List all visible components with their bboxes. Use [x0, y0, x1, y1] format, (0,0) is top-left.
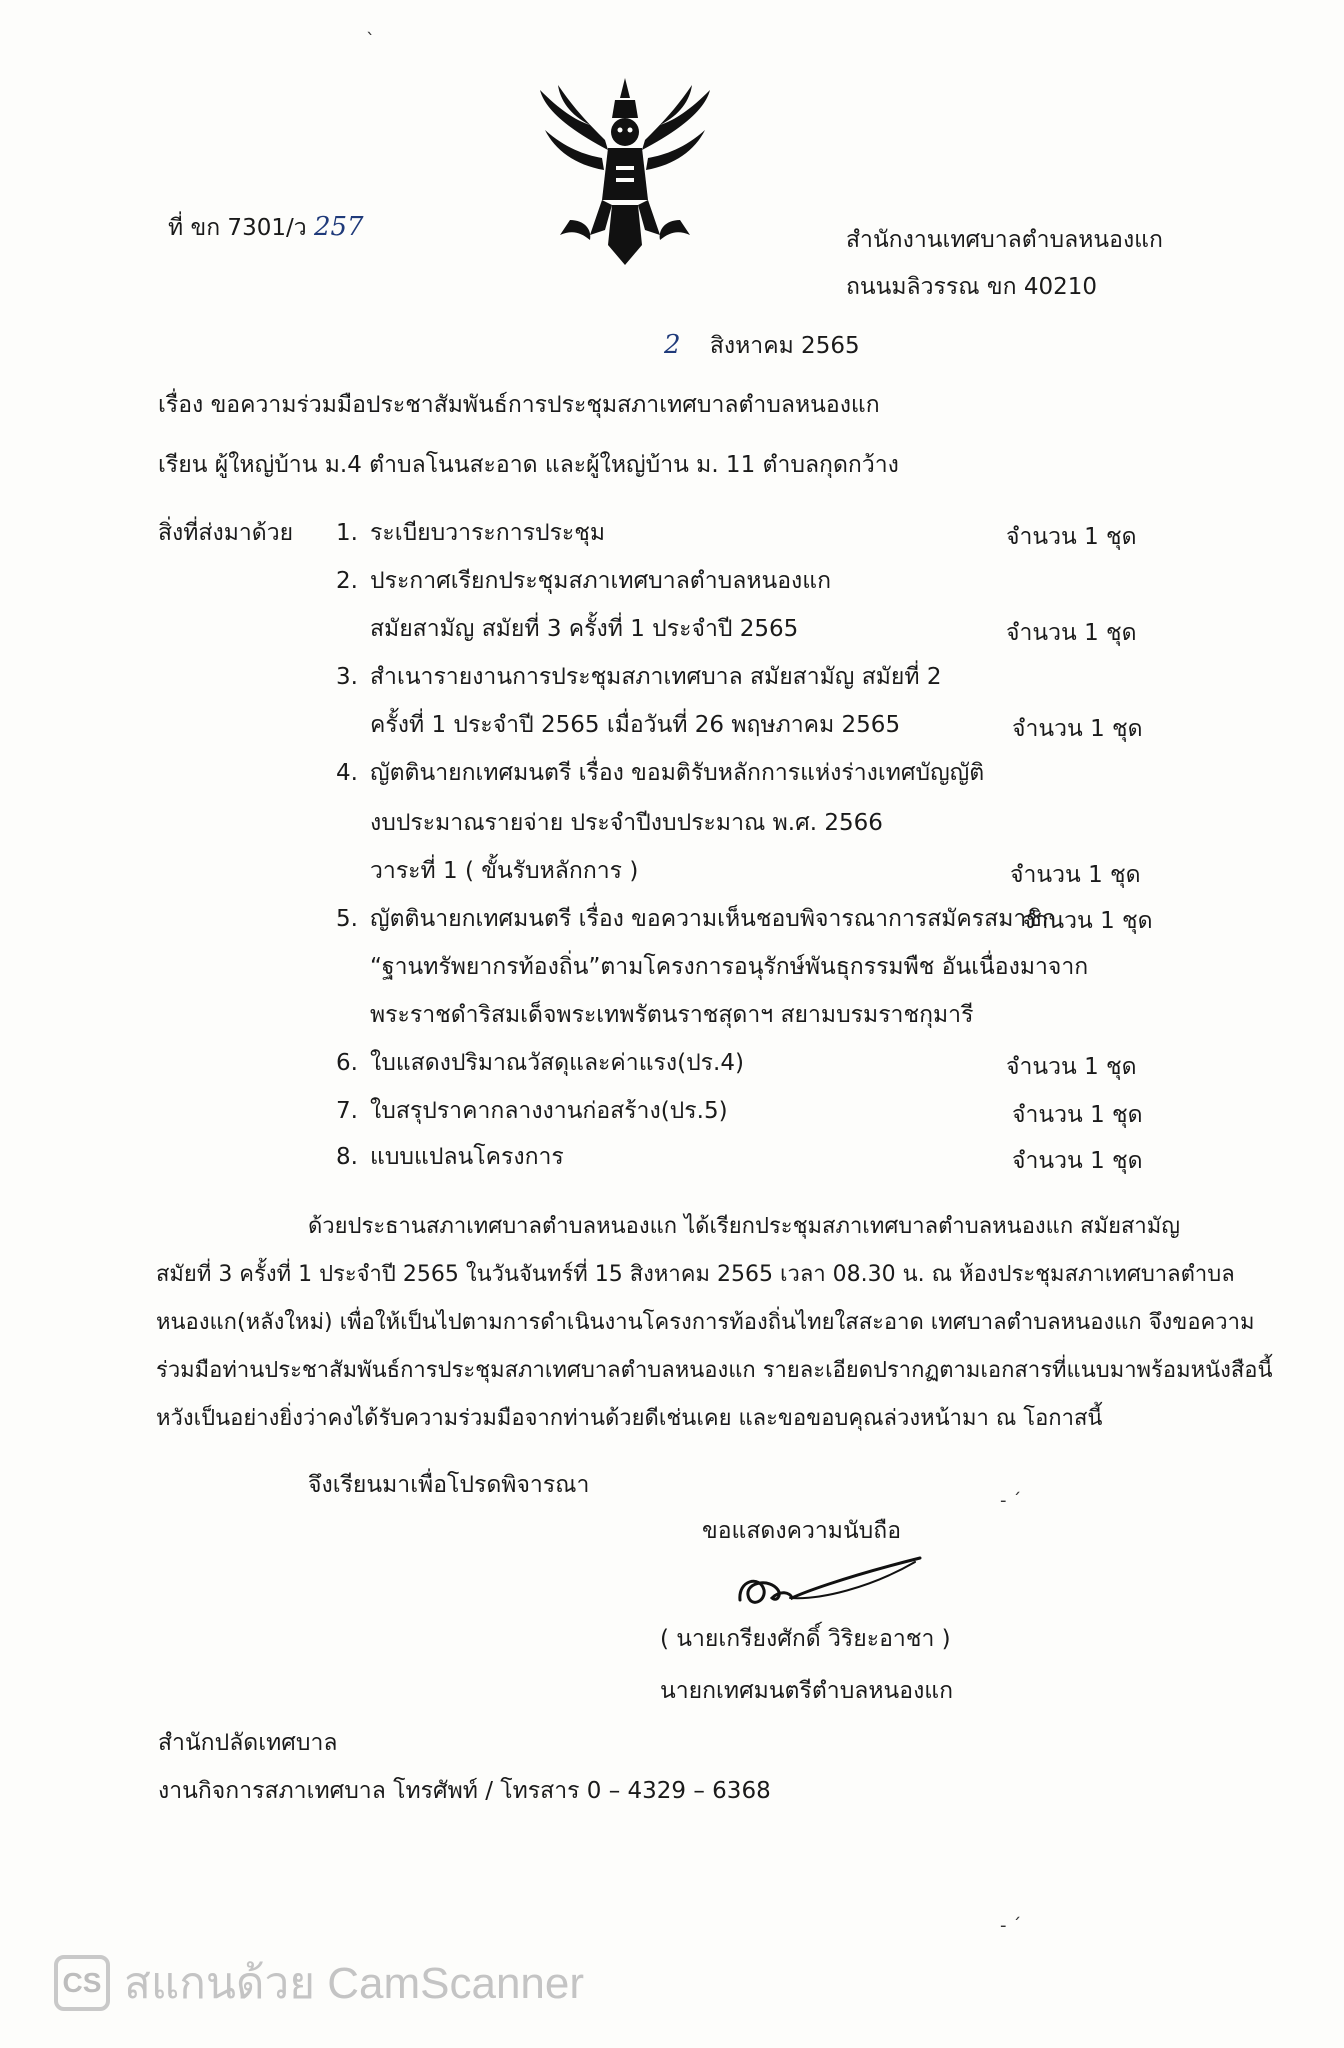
- camscanner-logo-icon: CS: [54, 1955, 110, 2011]
- enclosure-text: ครั้งที่ 1 ประจำปี 2565 เมื่อวันที่ 26 พฤษภาคม 2565: [370, 712, 901, 738]
- enclosure-number: 2.: [336, 568, 358, 594]
- enclosure-text: สำเนารายงานการประชุมสภาเทศบาล สมัยสามัญ สมัยที่ 2: [370, 664, 942, 690]
- enclosure-text: ประกาศเรียกประชุมสภาเทศบาลตำบลหนองแก: [370, 568, 832, 594]
- org-address: ถนนมลิวรรณ ขก 40210: [846, 274, 1098, 300]
- enclosure-number: 6.: [336, 1050, 358, 1076]
- date-day-handwritten: 2: [664, 330, 681, 360]
- enclosure-number: 1.: [336, 520, 358, 546]
- enclosure-text: พระราชดำริสมเด็จพระเทพรัตนราชสุดาฯ สยามบรมราชกุมารี: [370, 1002, 974, 1028]
- enclosure-number: 5.: [336, 906, 358, 932]
- closing-request: จึงเรียนมาเพื่อโปรดพิจารณา: [308, 1472, 590, 1498]
- garuda-emblem-icon: [530, 70, 720, 270]
- enclosure-text: งบประมาณรายจ่าย ประจำปีงบประมาณ พ.ศ. 2566: [370, 810, 883, 836]
- footer-office: สำนักปลัดเทศบาล: [158, 1730, 338, 1756]
- doc-number-prefix: ที่ ขก 7301/ว: [168, 215, 307, 241]
- enclosure-text: ญัตตินายกเทศมนตรี เรื่อง ขอความเห็นชอบพิจารณาการสมัครสมาชิก: [370, 906, 1056, 932]
- doc-date: [664, 330, 860, 361]
- body-line: ร่วมมือท่านประชาสัมพันธ์การประชุมสภาเทศบาลตำบลหนองแก รายละเอียดปรากฏตามเอกสารที่แนบมาพร้อมหนังสือนี้: [156, 1358, 1273, 1383]
- enclosure-text: ญัตตินายกเทศมนตรี เรื่อง ขอมติรับหลักการแห่งร่างเทศบัญญัติ: [370, 760, 985, 786]
- handwritten-signature: [730, 1550, 930, 1620]
- enclosure-text: วาระที่ 1 ( ขั้นรับหลักการ ): [370, 858, 639, 884]
- enclosure-number: 8.: [336, 1144, 358, 1170]
- enclosure-qty: จำนวน 1 ชุด: [1006, 1054, 1137, 1080]
- camscanner-text: สแกนด้วย CamScanner: [124, 1959, 585, 2008]
- enclosure-qty: จำนวน 1 ชุด: [1012, 1102, 1143, 1128]
- signer-name: ( นายเกรียงศักดิ์ วิริยะอาชา ): [660, 1626, 951, 1652]
- enclosure-qty: จำนวน 1 ชุด: [1006, 620, 1137, 646]
- enclosure-text: แบบแปลนโครงการ: [370, 1144, 564, 1170]
- enclosure-number: 4.: [336, 760, 358, 786]
- enclosure-text: ใบสรุปราคากลางงานก่อสร้าง(ปร.5): [370, 1098, 728, 1124]
- enclosure-text: ใบแสดงปริมาณวัสดุและค่าแรง(ปร.4): [370, 1050, 744, 1076]
- enclosure-number: 7.: [336, 1098, 358, 1124]
- scan-speck: - ´: [1000, 1915, 1022, 1936]
- enclosure-qty: จำนวน 1 ชุด: [1022, 908, 1153, 934]
- enclosure-text: ระเบียบวาระการประชุม: [370, 520, 606, 546]
- subject-line: เรื่อง ขอความร่วมมือประชาสัมพันธ์การประชุมสภาเทศบาลตำบลหนองแก: [158, 392, 880, 418]
- doc-number-handwritten: 257: [313, 212, 364, 242]
- scan-speck: - ´: [1000, 1490, 1022, 1511]
- org-name: สำนักงานเทศบาลตำบลหนองแก: [846, 227, 1163, 253]
- enclosure-qty: จำนวน 1 ชุด: [1006, 524, 1137, 550]
- enclosure-qty: จำนวน 1 ชุด: [1012, 1148, 1143, 1174]
- closing-regards: ขอแสดงความนับถือ: [702, 1518, 902, 1544]
- camscanner-watermark: [54, 1948, 584, 2018]
- enclosure-number: 3.: [336, 664, 358, 690]
- doc-number: [168, 212, 364, 243]
- signer-title: นายกเทศมนตรีตำบลหนองแก: [660, 1678, 954, 1704]
- body-line: สมัยที่ 3 ครั้งที่ 1 ประจำปี 2565 ในวันจันทร์ที่ 15 สิงหาคม 2565 เวลา 08.30 น. ณ ห้องประชุมสภาเทศบาลตำบล: [156, 1262, 1235, 1287]
- enclosure-qty: จำนวน 1 ชุด: [1010, 862, 1141, 888]
- body-line: หนองแก(หลังใหม่) เพื่อให้เป็นไปตามการดำเนินงานโครงการท้องถิ่นไทยใสสะอาด เทศบาลตำบลหนองแก จึงขอความ: [156, 1310, 1255, 1335]
- enclosure-text: สมัยสามัญ สมัยที่ 3 ครั้งที่ 1 ประจำปี 2565: [370, 616, 799, 642]
- recipient-line: เรียน ผู้ใหญ่บ้าน ม.4 ตำบลโนนสะอาด และผู้ใหญ่บ้าน ม. 11 ตำบลกุดกว้าง: [158, 452, 899, 478]
- enclosures-label: สิ่งที่ส่งมาด้วย: [158, 520, 294, 546]
- scan-speck: `: [366, 30, 375, 51]
- date-month-year: สิงหาคม 2565: [709, 333, 860, 359]
- body-line: ด้วยประธานสภาเทศบาลตำบลหนองแก ได้เรียกประชุมสภาเทศบาลตำบลหนองแก สมัยสามัญ: [308, 1214, 1181, 1239]
- body-line: หวังเป็นอย่างยิ่งว่าคงได้รับความร่วมมือจากท่านด้วยดีเช่นเคย และขอขอบคุณล่วงหน้ามา ณ โอกาสนี้: [156, 1406, 1103, 1431]
- footer-contact: งานกิจการสภาเทศบาล โทรศัพท์ / โทรสาร 0 – 4329 – 6368: [158, 1778, 771, 1804]
- enclosure-qty: จำนวน 1 ชุด: [1012, 716, 1143, 742]
- enclosure-text: “ฐานทรัพยากรท้องถิ่น”ตามโครงการอนุรักษ์พันธุกรรมพืช อันเนื่องมาจาก: [370, 954, 1089, 980]
